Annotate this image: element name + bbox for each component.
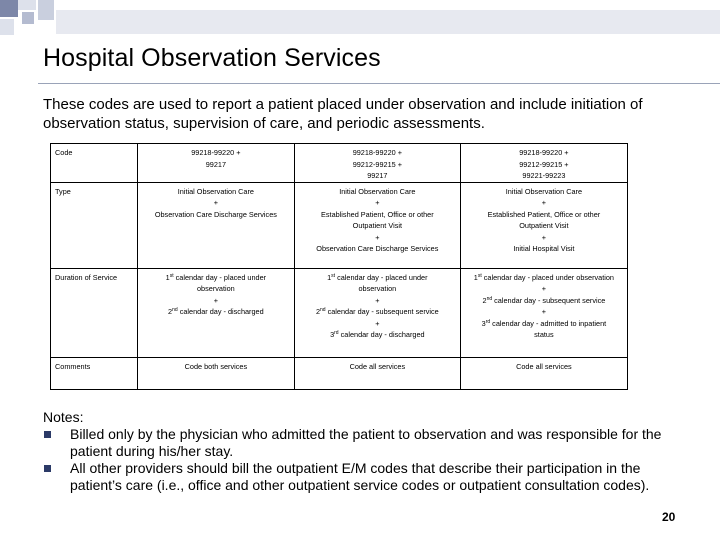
row-label: Comments — [51, 357, 138, 389]
ordinal-suffix: st — [331, 272, 336, 279]
ordinal-suffix: st — [477, 272, 482, 279]
notes-list — [43, 426, 683, 494]
cell-line: Initial Hospital Visit — [513, 244, 575, 253]
table-cell — [460, 268, 627, 357]
table-cell — [137, 182, 294, 268]
cell-line: + — [541, 284, 547, 293]
cell-line: 1st calendar day - placed under — [327, 272, 428, 282]
cell-line: status — [534, 330, 554, 339]
cell-line: + — [375, 318, 380, 328]
table-cell — [294, 182, 460, 268]
cell-line: 3rd calendar day - admitted to inpatient — [481, 318, 607, 328]
cell-line: Established Patient, Office or other — [321, 209, 434, 219]
square-bullet-icon — [44, 465, 51, 472]
row-label: Type — [51, 182, 138, 268]
cell-line: Code all services — [349, 361, 406, 371]
observation-codes-table — [50, 143, 628, 390]
table-cell — [460, 182, 627, 268]
table-cell — [294, 357, 460, 389]
cell-line: 2nd calendar day - discharged — [168, 307, 264, 316]
header-decoration — [0, 0, 720, 40]
cell-line: Code all services — [516, 361, 572, 371]
cell-line: Observation Care Discharge Services — [316, 244, 439, 253]
table-cell — [460, 144, 627, 183]
row-label: Code — [51, 144, 138, 183]
table-cell — [460, 357, 627, 389]
cell-line: + — [541, 198, 547, 207]
page-title: Hospital Observation Services — [43, 44, 381, 72]
cell-line: 99218-99220 + — [352, 148, 402, 157]
ordinal-suffix: nd — [320, 307, 326, 313]
intro-paragraph: These codes are used to report a patient placed under observation and include initiation of observation status, supervision of care, and periodic assessments. — [43, 96, 643, 132]
ordinal-suffix: rd — [334, 330, 339, 336]
cell-line: 2nd calendar day - subsequent service — [315, 307, 439, 316]
notes-heading: Notes: — [43, 409, 84, 425]
note-item — [43, 426, 683, 460]
cell-line: 99218-99220 + — [191, 148, 241, 157]
cell-line: 99218-99220 + — [519, 148, 569, 157]
cell-line: 2nd calendar day - subsequent service — [482, 295, 606, 305]
cell-line: + — [375, 232, 380, 242]
cell-line: 99221-99223 — [522, 171, 566, 180]
cell-line: + — [541, 232, 547, 242]
cell-line: observation — [358, 284, 397, 293]
cell-line: Established Patient, Office or other — [487, 209, 601, 219]
ordinal-suffix: nd — [172, 307, 178, 313]
cell-line: 99212-99215 + — [519, 159, 569, 169]
cell-line: 1st calendar day - placed under observation — [473, 272, 614, 282]
cell-line: 99212-99215 + — [352, 159, 402, 169]
table-cell — [294, 268, 460, 357]
note-text: Billed only by the physician who admitted the patient to observation and was responsible for the patient during his/her stay. — [70, 426, 662, 459]
ordinal-suffix: rd — [485, 318, 491, 325]
title-divider — [38, 83, 720, 84]
cell-line: 99217 — [205, 159, 227, 169]
note-text: All other providers should bill the outpatient E/M codes that describe their participation in the patient’s care (i.e., office and other outpatient service codes or outpatient consultation codes). — [70, 460, 650, 493]
table-row — [51, 268, 628, 357]
table-row — [51, 144, 628, 183]
cell-line: + — [541, 307, 547, 316]
cell-line: 3rd calendar day - discharged — [330, 330, 425, 339]
cell-line: Initial Observation Care — [177, 186, 254, 196]
cell-line: 1st calendar day - placed under — [165, 272, 267, 282]
cell-line: Code both services — [184, 361, 248, 371]
cell-line: + — [375, 295, 380, 305]
ordinal-suffix: nd — [486, 295, 493, 302]
cell-line: Outpatient Visit — [352, 221, 403, 230]
cell-line: Outpatient Visit — [519, 221, 569, 230]
cell-line: + — [213, 198, 218, 207]
cell-line: Observation Care Discharge Services — [154, 209, 277, 219]
cell-line: Initial Observation Care — [339, 186, 416, 196]
table-row — [51, 182, 628, 268]
table-row — [51, 357, 628, 389]
cell-line: + — [375, 198, 380, 207]
ordinal-suffix: st — [169, 272, 174, 279]
cell-line: + — [213, 295, 218, 305]
cell-line: Initial Observation Care — [505, 186, 583, 196]
square-bullet-icon — [44, 431, 51, 438]
notes-section — [43, 409, 683, 494]
page-number: 20 — [662, 510, 676, 524]
row-label: Duration of Service — [51, 268, 138, 357]
cell-line: observation — [197, 284, 235, 293]
table-cell — [137, 268, 294, 357]
table-cell — [137, 357, 294, 389]
table-cell — [137, 144, 294, 183]
table-cell — [294, 144, 460, 183]
note-item — [43, 460, 683, 494]
cell-line: 99217 — [367, 171, 388, 180]
